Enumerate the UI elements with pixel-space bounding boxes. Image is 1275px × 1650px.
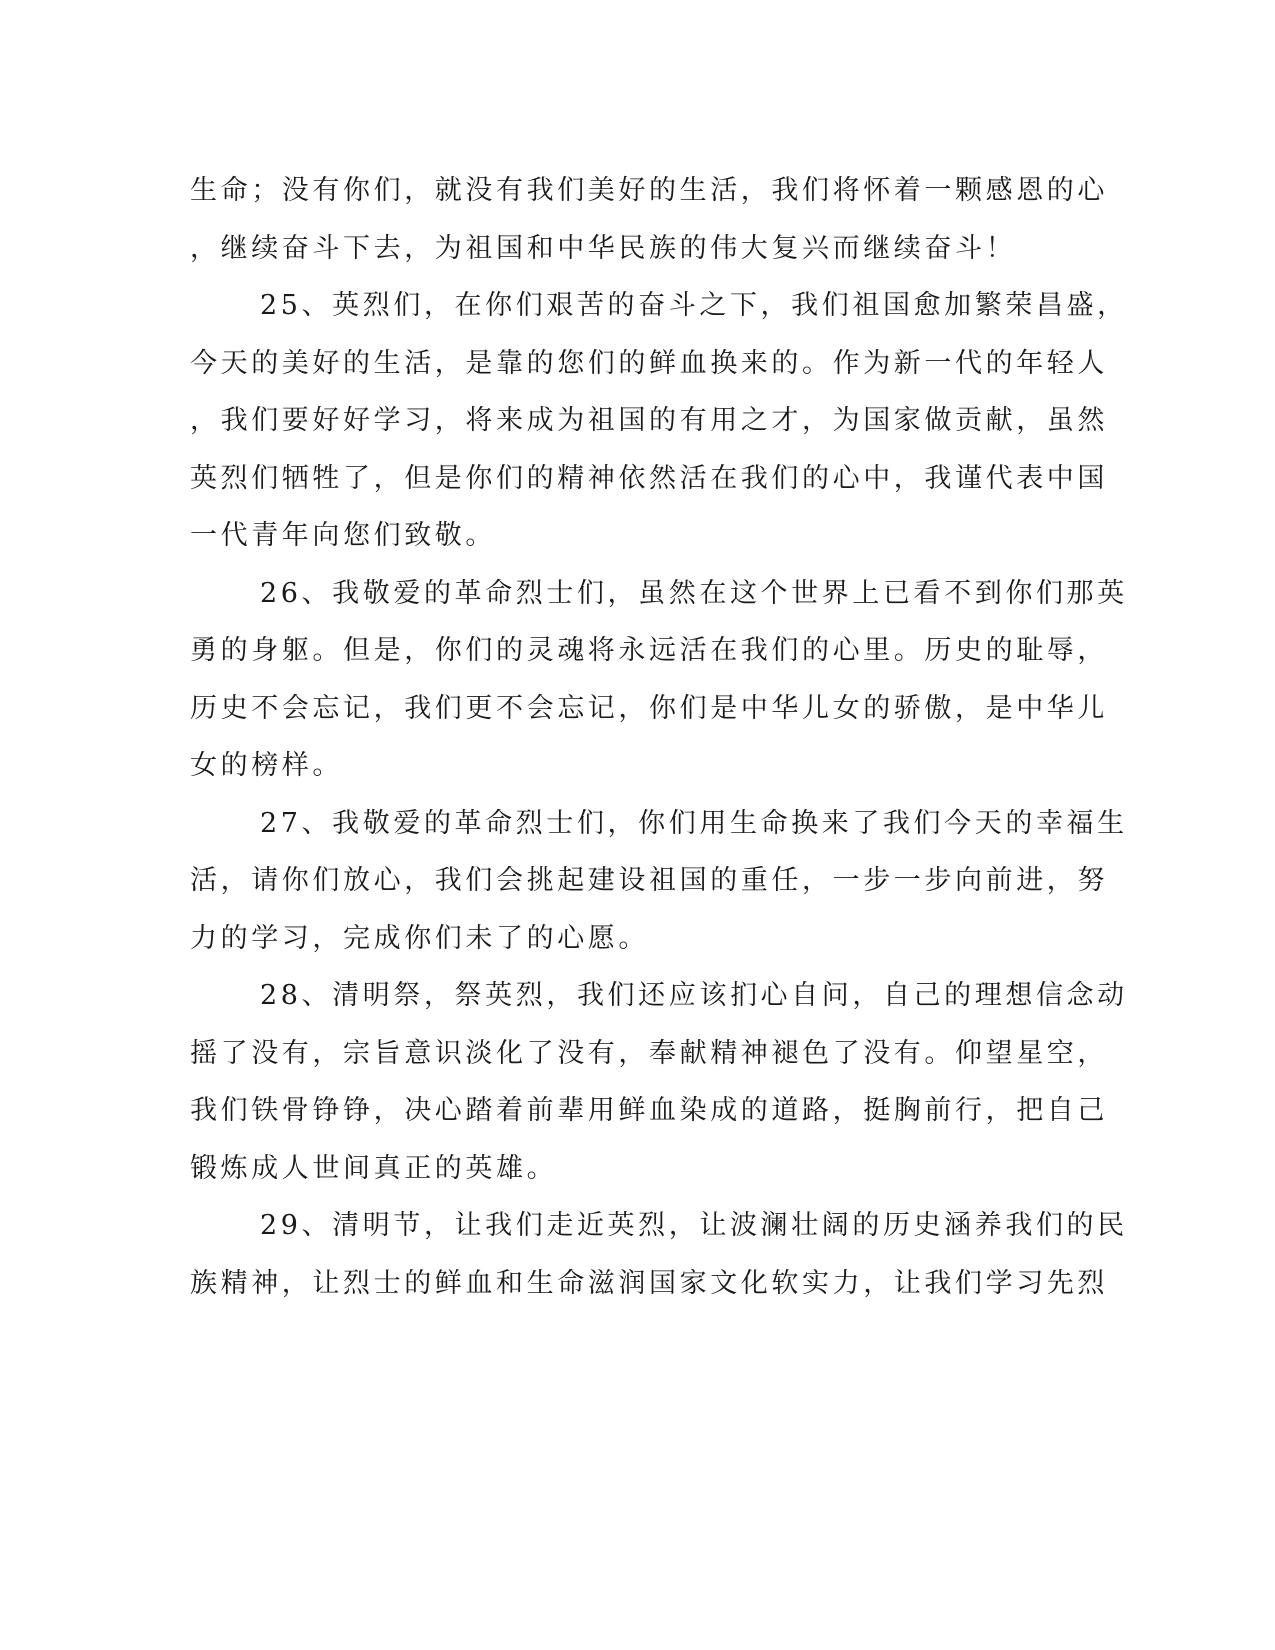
text-line: 女的榜样。 xyxy=(190,750,343,781)
text-line: ，我们要好好学习，将来成为祖国的有用之才，为国家做贡献，虽然 xyxy=(190,405,1108,436)
text-line: 锻炼成人世间真正的英雄。 xyxy=(190,1152,558,1184)
text-line: 活，请你们放心，我们会挑起建设祖国的重任，一步一步向前进，努 xyxy=(190,865,1108,896)
text-line-item-25: 25、英烈们，在你们艰苦的奋斗之下，我们祖国愈加繁荣昌盛， xyxy=(260,290,1128,321)
text-line: 历史不会忘记，我们更不会忘记，你们是中华儿女的骄傲，是中华儿 xyxy=(190,692,1108,724)
text-line-item-27: 27、我敬爱的革命烈士们，你们用生命换来了我们今天的幸福生 xyxy=(260,807,1128,839)
text-line-item-29: 29、清明节，让我们走近英烈，让波澜壮阔的历史涵养我们的民 xyxy=(260,1210,1128,1241)
text-line: 力的学习，完成你们未了的心愿。 xyxy=(190,922,649,954)
text-line: 族精神，让烈士的鲜血和生命滋润国家文化软实力，让我们学习先烈 xyxy=(190,1267,1108,1299)
text-line-item-26: 26、我敬爱的革命烈士们，虽然在这个世界上已看不到你们那英 xyxy=(260,577,1128,609)
text-line-item-28: 28、清明祭，祭英烈，我们还应该扪心自问，自己的理想信念动 xyxy=(260,980,1128,1011)
text-line: 勇的身躯。但是，你们的灵魂将永远活在我们的心里。历史的耻辱， xyxy=(190,635,1108,666)
text-line: 一代青年向您们致敬。 xyxy=(190,520,496,551)
text-line: 英烈们牺牲了，但是你们的精神依然活在我们的心中，我谨代表中国 xyxy=(190,462,1108,494)
body-text xyxy=(190,162,1128,1312)
text-line: ，继续奋斗下去，为祖国和中华民族的伟大复兴而继续奋斗！ xyxy=(190,232,1017,264)
text-line: 今天的美好的生活，是靠的您们的鲜血换来的。作为新一代的年轻人 xyxy=(190,347,1108,379)
text-line: 摇了没有，宗旨意识淡化了没有，奉献精神褪色了没有。仰望星空， xyxy=(190,1037,1108,1069)
text-line: 我们铁骨铮铮，决心踏着前辈用鲜血染成的道路，挺胸前行，把自己 xyxy=(190,1095,1108,1126)
text-line: 生命；没有你们，就没有我们美好的生活，我们将怀着一颗感恩的心 xyxy=(190,175,1108,206)
